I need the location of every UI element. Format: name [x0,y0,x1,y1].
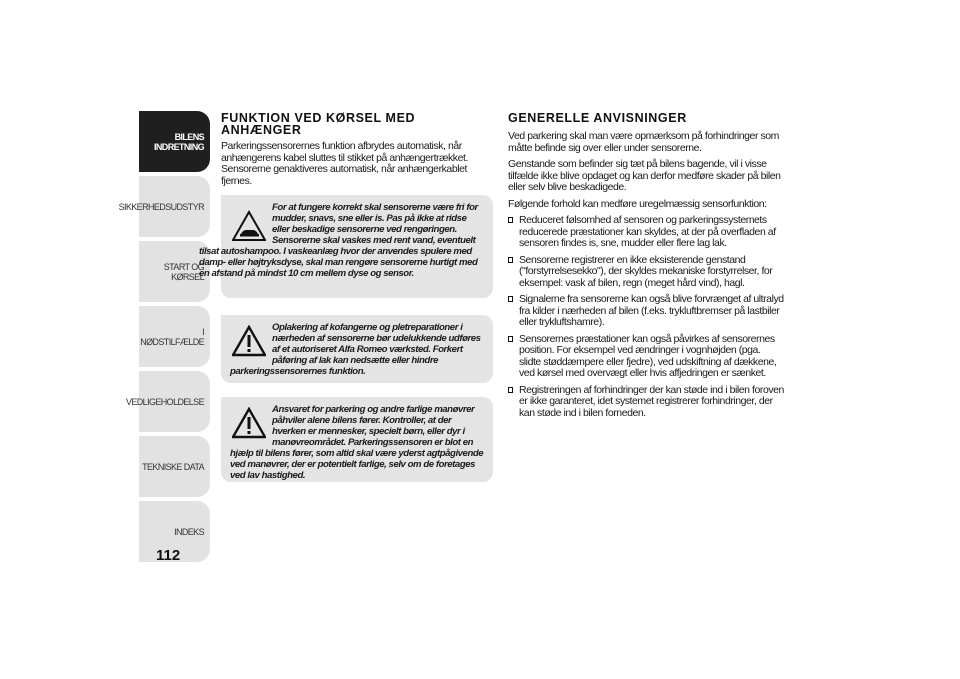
heading-line-1: FUNKTION VED KØRSEL MED [221,111,416,125]
warning-text: Ansvaret for parkering og andre farlige manøvrer påhviler alene bilens fører. Kontroller, at der hverken er mennesker, specielt børn, eller dyr i manøvreområdet. Parkeringssensoren er blot en hjælp til bilens fører, som altid skal være yderst agtpågivende ved manøvrer, der er potentielt farlige, selv om de foretages ved lav hastighed. [230,404,484,481]
section-heading-trailer [221,112,493,136]
warning-text: Oplakering af kofangerne og pletreparationer i nærheden af sensorerne bør udelukkende udføres af et autoriseret Alfa Romeo værksted. Forkert påføring af lak kan nedsætte eller hindre parkeringssensorernes funktion. [230,322,481,377]
tab-tekniske-data[interactable] [139,436,210,497]
tab-label [154,132,204,152]
list-item-text: Signalerne fra sensorerne kan også blive forvrænget af ultralyd fra kilder i nærheden af bilen (f.eks. trykluftbremser på lastbiler eller trykluftshamre). [519,293,784,328]
list-item-text: Registreringen af forhindringer der kan støde ind i bilen foroven er ikke garanteret, idet systemet registrerer forhindringer, der kan støde ind i bilen forneden. [519,383,784,419]
right-column [508,112,784,424]
warning-triangle-icon [232,325,266,357]
tab-vedligeholdelse[interactable] [125,371,210,432]
list-item-text: Reduceret følsomhed af sensoren og parkeringssystemets reducerede præstationer kan skyldes, at der på overfladen af sensoren findes is, sne, mudder eller flere lag lak. [519,214,776,249]
tab-label-line-1: BILENS [174,131,204,142]
paragraph: Følgende forhold kan medføre uregelmæssig sensorfunktion: [508,197,767,210]
list-item [508,334,784,380]
tab-label: TEKNISKE DATA [142,461,204,472]
left-column [221,112,493,192]
list-item [508,385,784,420]
warning-box-responsibility [221,397,493,482]
checkbox-bullet-icon [508,336,513,342]
section-heading-general: GENERELLE ANVISNINGER [508,111,687,125]
list-item-text: Sensorernes præstationer kan også påvirkes af sensorernes position. For eksempel ved ændringer i vognhøjden (pga. slidte støddæmpere eller fjedre), ved udskiftning af dækkene, ved kørsel med overvægt eller hvis affjedringen er sænket. [519,332,777,379]
warning-triangle-icon [232,407,266,439]
condition-list [508,215,784,419]
warning-text: For at fungere korrekt skal sensorerne være fri for mudder, snavs, sne eller is. Pas på ikke at ridse eller beskadige sensorerne ved rengøringen. Sensorerne skal vaskes med rent vand, eventuelt tilsat autoshampoo. I vaskeanlæg hvor der anvendes spulere med damp- eller højtryksdyse, skal man rengøre sensorerne hurtigt med en afstand på mindst 10 cm mellem dyse og sensor. [199,202,478,279]
tab-label: INDEKS [174,526,204,537]
checkbox-bullet-icon [508,296,513,302]
checkbox-bullet-icon [508,217,513,223]
page-number: 112 [156,547,181,564]
list-item [508,255,784,290]
checkbox-bullet-icon [508,387,513,393]
tab-label: SIKKERHEDSUDSTYR [118,201,204,212]
chapter-tabs [118,111,210,566]
tab-label: START OG KØRSEL [163,261,204,282]
tab-label: I NØDSTILFÆLDE [140,326,204,347]
tab-label: VEDLIGEHOLDELSE [125,396,204,407]
car-wash-warning-icon [232,210,266,242]
warning-box-paint [221,315,493,383]
checkbox-bullet-icon [508,257,513,263]
heading-line-2: ANHÆNGER [221,123,302,137]
list-item [508,215,784,250]
tab-i-nodstilfaelde[interactable] [139,306,210,367]
list-item-text: Sensorerne registrerer en ikke eksisterende genstand ("forstyrrelsesekko"), der skyldes mekaniske forstyrrelser, for eksempel: vask af bilen, regn (meget hård vind), hagl. [519,253,773,289]
tab-label-line-2: INDRETNING [154,141,204,152]
warning-box-sensor-cleaning [199,195,493,298]
tab-bilens-indretning[interactable] [139,111,210,172]
paragraph: Ved parkering skal man være opmærksom på forhindringer som måtte befinde sig over eller under sensorerne. [508,130,779,154]
paragraph: Genstande som befinder sig tæt på bilens bagende, vil i visse tilfælde ikke blive opdaget og kan derfor medføre skader på bilen eller selv blive beskadigede. [508,158,781,193]
list-item [508,294,784,329]
trailer-paragraph: Parkeringssensorernes funktion afbrydes automatisk, når anhængerens kabel sluttes til stikket på anhængertrækket. Sensorerne genaktiveres automatisk, når anhængerkablet fjernes. [221,140,468,187]
